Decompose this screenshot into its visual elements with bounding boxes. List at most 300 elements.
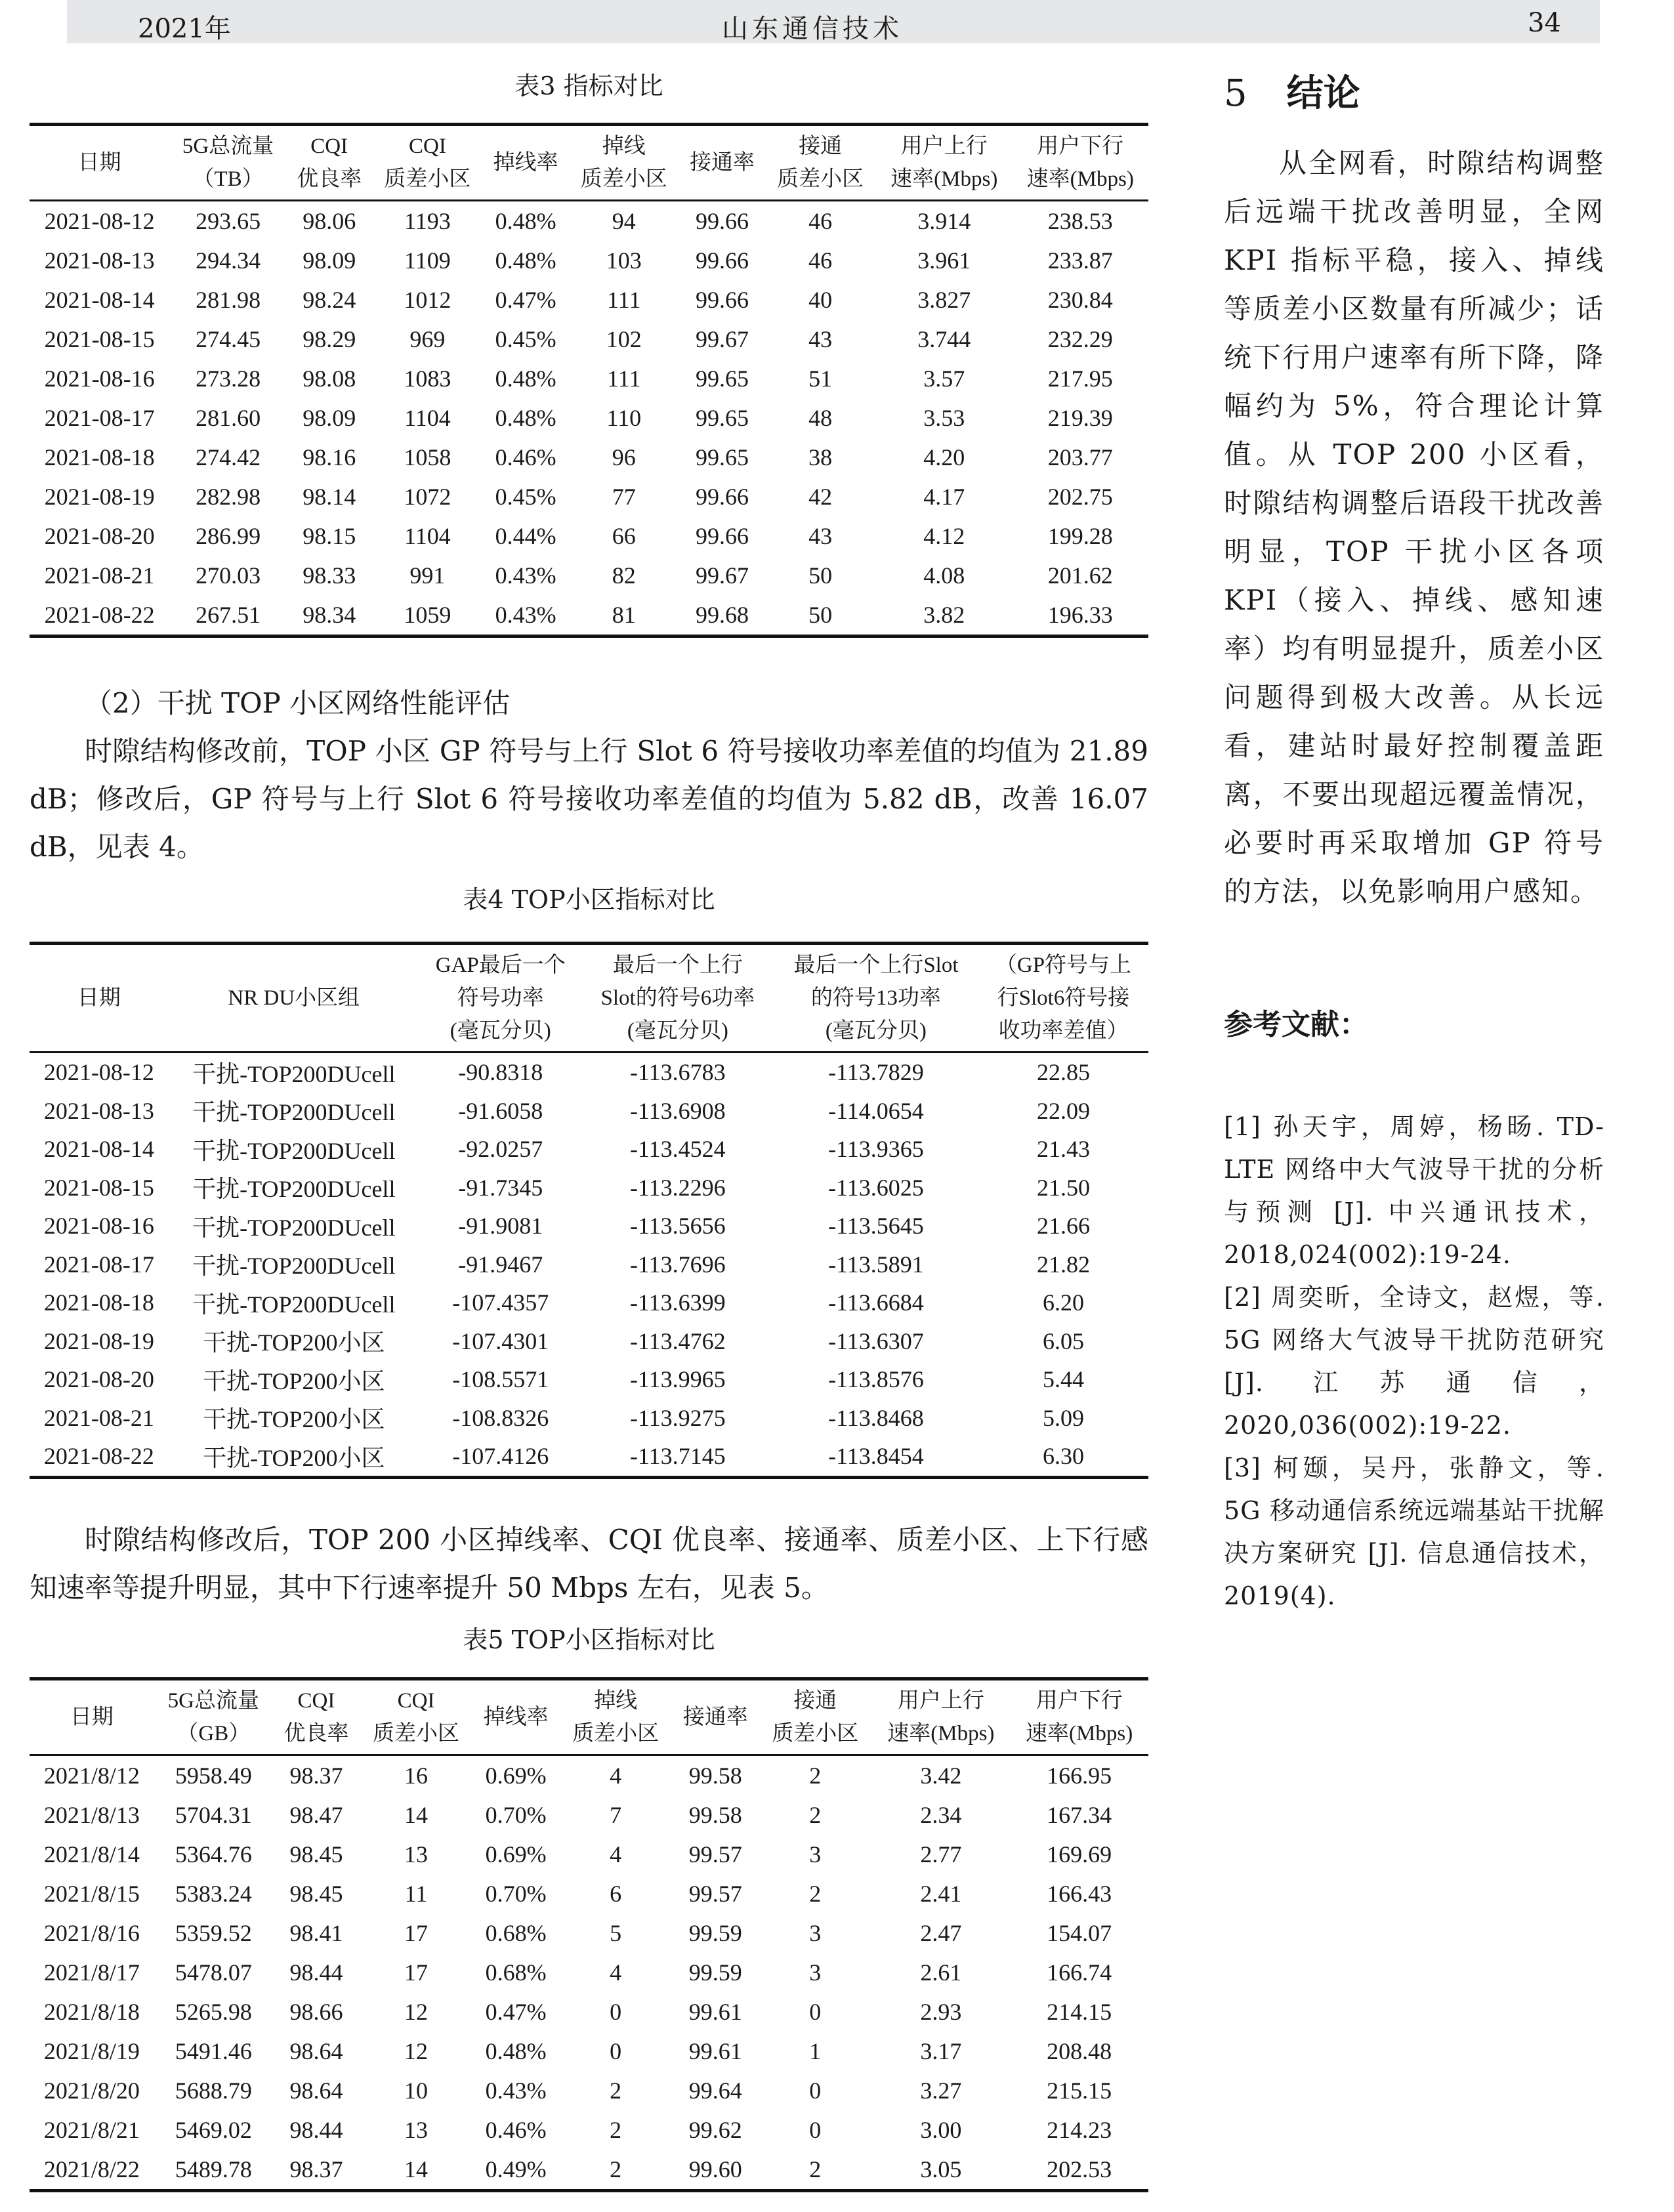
table-cell: -113.2296	[630, 1174, 726, 1201]
table-cell: 2021-08-22	[44, 602, 155, 628]
table-cell: 2.34	[920, 1802, 962, 1828]
table-row	[30, 1835, 1148, 1874]
table-cell: 0.49%	[485, 2156, 547, 2182]
table-cell: 99.61	[688, 2038, 742, 2064]
table-row	[30, 280, 1148, 320]
table-cell: 3.42	[920, 1763, 962, 1789]
table-cell: 43	[808, 326, 833, 352]
table-cell: 98.34	[303, 602, 356, 628]
table-cell: 0.48%	[495, 405, 556, 431]
table-cell: 42	[808, 484, 833, 510]
references-title: 参考文献：	[1224, 1008, 1368, 1041]
column-header: 接通率	[689, 151, 755, 175]
table-cell: 50	[808, 562, 833, 589]
table-cell: 969	[409, 326, 446, 352]
table-cell: 17	[404, 1920, 428, 1946]
table-cell: 2021-08-14	[43, 1136, 154, 1163]
references-list	[1224, 1106, 1604, 1617]
table-cell: 0.48%	[495, 247, 556, 274]
table-row	[30, 320, 1148, 359]
table-cell: 5489.78	[175, 2156, 252, 2182]
table-cell: 282.98	[196, 484, 261, 510]
table-cell: 干扰-TOP200DUcell	[192, 1253, 396, 1280]
table-cell: 2021/8/13	[43, 1802, 140, 1828]
column-header: 接通 质差小区	[772, 1689, 859, 1745]
table-cell: 51	[808, 365, 833, 392]
table-cell: 5	[610, 1920, 622, 1946]
table-cell: 5383.24	[175, 1881, 252, 1907]
table-cell: -113.6307	[828, 1327, 924, 1354]
table-cell: 5359.52	[175, 1920, 252, 1946]
table4-header-row	[30, 944, 1148, 1053]
table-cell: -113.9365	[828, 1136, 924, 1163]
table-cell: 0.43%	[495, 602, 556, 628]
table-cell: -113.7145	[630, 1443, 726, 1470]
table-cell: 154.07	[1047, 1920, 1112, 1946]
table-cell: 0.46%	[495, 444, 556, 470]
column-header: 掉线率	[483, 1705, 549, 1729]
table-cell: 166.74	[1047, 1959, 1112, 1986]
column-header: 5G总流量 （TB）	[182, 135, 274, 191]
table-cell: 2021/8/20	[43, 2077, 140, 2104]
table-cell: 0.69%	[485, 1763, 547, 1789]
table-cell: 99.59	[688, 1920, 742, 1946]
table-cell: 2.61	[920, 1959, 962, 1986]
table-cell: 1	[809, 2038, 822, 2064]
table-row	[30, 1437, 1148, 1477]
table3-caption: 表3 指标对比	[514, 72, 663, 100]
table-cell: 1083	[404, 365, 451, 392]
table-cell: 6.20	[1042, 1289, 1084, 1316]
table-cell: 14	[404, 1802, 428, 1828]
table-cell: 2021-08-18	[44, 444, 155, 470]
table-row	[30, 201, 1148, 241]
column-header: 掉线 质差小区	[580, 135, 667, 191]
table-cell: -113.6684	[828, 1289, 924, 1316]
table-cell: 21.43	[1036, 1136, 1090, 1163]
table-cell: -108.5571	[452, 1366, 549, 1393]
table-cell: 16	[404, 1763, 428, 1789]
table-cell: 2021-08-20	[43, 1366, 154, 1393]
table-cell: -113.6783	[630, 1059, 726, 1086]
table-cell: 2021-08-21	[44, 562, 155, 589]
table-cell: 0.48%	[495, 365, 556, 392]
table-cell: 98.41	[289, 1920, 343, 1946]
table-cell: 0.44%	[495, 523, 556, 549]
table-row	[30, 1992, 1148, 2032]
table-cell: 11	[404, 1881, 428, 1907]
table-cell: 219.39	[1047, 405, 1113, 431]
table-cell: 3.57	[923, 365, 965, 392]
table-row	[30, 2110, 1148, 2150]
table-cell: 99.57	[688, 1841, 742, 1868]
table-cell: 2021-08-17	[43, 1251, 154, 1278]
table-cell: 2021-08-13	[43, 1097, 154, 1124]
table-cell: 12	[404, 2038, 428, 2064]
table-cell: 0.48%	[495, 208, 556, 234]
table-cell: 干扰-TOP200DUcell	[192, 1214, 396, 1241]
table-cell: 98.44	[289, 1959, 343, 1986]
table-cell: 2021-08-13	[44, 247, 155, 274]
table-cell: 3.05	[920, 2156, 962, 2182]
table-cell: 0	[610, 1999, 622, 2025]
table-cell: 0.70%	[485, 1802, 547, 1828]
table-cell: 2021-08-21	[43, 1404, 154, 1431]
table-cell: 98.09	[303, 405, 356, 431]
table-cell: -113.5891	[828, 1251, 924, 1278]
table-cell: 3	[809, 1841, 822, 1868]
table-cell: 0.69%	[485, 1841, 547, 1868]
table-cell: 3.00	[920, 2117, 962, 2143]
table-cell: 99.58	[688, 1802, 742, 1828]
table-cell: -113.9965	[630, 1366, 726, 1393]
table-row	[30, 556, 1148, 595]
conclusion-number: 5	[1224, 72, 1247, 115]
table-cell: 199.28	[1047, 523, 1113, 549]
table-cell: 98.45	[289, 1841, 343, 1868]
table-cell: -91.6058	[458, 1097, 543, 1124]
table-cell: 270.03	[196, 562, 261, 589]
table-cell: 99.67	[695, 562, 749, 589]
column-header: CQI 优良率	[283, 1689, 349, 1745]
table-cell: 81	[612, 602, 636, 628]
column-header: 日期	[77, 151, 121, 175]
table-row	[30, 1795, 1148, 1835]
reference-item: [3] 柯颋，吴丹，张静文，等. 5G 移动通信系统远端基站干扰解决方案研究 [J]. 信息通信技术，2019(4).	[1224, 1453, 1604, 1610]
table-cell: 98.37	[289, 2156, 343, 2182]
table-cell: 99.64	[688, 2077, 742, 2104]
table-cell: -113.5645	[828, 1213, 924, 1240]
table-cell: 98.14	[303, 484, 356, 510]
table-cell: 5491.46	[175, 2038, 252, 2064]
table-cell: 1104	[404, 523, 451, 549]
table-cell: -108.8326	[452, 1404, 549, 1431]
column-header: 用户下行 速率(Mbps)	[1026, 1689, 1133, 1745]
table-cell: 294.34	[196, 247, 261, 274]
table-cell: 干扰-TOP200DUcell	[192, 1176, 396, 1203]
table-cell: 98.45	[289, 1881, 343, 1907]
table-cell: 1193	[404, 208, 451, 234]
column-header: 用户上行 速率(Mbps)	[890, 135, 998, 191]
table-row	[30, 2071, 1148, 2110]
table-cell: 2021-08-15	[44, 326, 155, 352]
table-cell: 2021-08-12	[43, 1059, 154, 1086]
table-cell: 2021/8/12	[43, 1763, 140, 1789]
table-cell: 5.44	[1042, 1366, 1084, 1393]
table-cell: 1109	[404, 247, 451, 274]
column-header: 掉线 质差小区	[572, 1689, 659, 1745]
table-cell: 4	[610, 1841, 622, 1868]
header-page-number: 34	[1528, 8, 1561, 38]
column-header: 接通率	[682, 1705, 748, 1729]
table-cell: 233.87	[1047, 247, 1113, 274]
table-cell: 82	[612, 562, 636, 589]
table-cell: 991	[409, 562, 446, 589]
table-cell: 99.68	[695, 602, 749, 628]
table-cell: 2	[809, 2156, 822, 2182]
table-cell: -114.0654	[828, 1097, 924, 1124]
table-cell: 201.62	[1047, 562, 1113, 589]
table-cell: 2	[610, 2077, 622, 2104]
table-cell: -90.8318	[458, 1059, 543, 1086]
table-cell: 4.20	[923, 444, 965, 470]
table-cell: 273.28	[196, 365, 261, 392]
table-cell: 干扰-TOP200DUcell	[192, 1137, 396, 1164]
table-cell: 干扰-TOP200DUcell	[192, 1060, 396, 1087]
table-cell: 167.34	[1047, 1802, 1112, 1828]
table-cell: 214.23	[1047, 2117, 1112, 2143]
table-row	[30, 1399, 1148, 1438]
table-row	[30, 1953, 1148, 1992]
table-cell: 66	[612, 523, 636, 549]
table-cell: 3.827	[917, 287, 971, 313]
table-cell: 5704.31	[175, 1802, 252, 1828]
table-cell: -113.6025	[828, 1174, 924, 1201]
table4-caption: 表4 TOP小区指标对比	[463, 885, 715, 914]
table-cell: 1104	[404, 405, 451, 431]
column-header: 日期	[70, 1705, 114, 1729]
table-cell: 99.62	[688, 2117, 742, 2143]
table-cell: 281.60	[196, 405, 261, 431]
column-header: GAP最后一个 符号功率 (毫瓦分贝)	[435, 953, 566, 1043]
table-cell: 2021-08-16	[44, 365, 155, 392]
table-cell: 干扰-TOP200小区	[203, 1444, 385, 1471]
table-cell: 99.59	[688, 1959, 742, 1986]
table-cell: -113.7696	[630, 1251, 726, 1278]
table-cell: 3	[809, 1920, 822, 1946]
table-cell: 46	[808, 208, 833, 234]
table-row	[30, 1360, 1148, 1399]
table-cell: 4	[610, 1959, 622, 1986]
table-row	[30, 1283, 1148, 1322]
table-cell: 286.99	[196, 523, 261, 549]
table-cell: 99.65	[695, 365, 749, 392]
table-cell: 14	[404, 2156, 428, 2182]
table-cell: 99.66	[695, 287, 749, 313]
table-cell: 98.66	[289, 1999, 343, 2025]
table-cell: 干扰-TOP200小区	[203, 1367, 385, 1394]
table-cell: 99.67	[695, 326, 749, 352]
table-row	[30, 595, 1148, 636]
table-cell: 1012	[404, 287, 451, 313]
table-cell: 2	[809, 1802, 822, 1828]
table-cell: 5688.79	[175, 2077, 252, 2104]
table-cell: 13	[404, 1841, 428, 1868]
table5	[30, 1677, 1148, 2192]
header-year: 2021年	[138, 14, 231, 44]
table-cell: 2	[809, 1763, 822, 1789]
reference-item: [2] 周奕昕，全诗文，赵煜，等. 5G 网络大气波导干扰防范研究 [J]. 江苏通信，2020,036(002):19-22.	[1224, 1283, 1604, 1440]
table-cell: 5.09	[1042, 1404, 1084, 1431]
table-cell: 21.82	[1036, 1251, 1090, 1278]
column-header: CQI 质差小区	[373, 1689, 459, 1745]
table-cell: 22.85	[1036, 1059, 1090, 1086]
table-cell: 230.84	[1047, 287, 1113, 313]
table-cell: 2	[610, 2117, 622, 2143]
table-cell: 0.47%	[485, 1999, 547, 2025]
table-cell: -113.6399	[630, 1289, 726, 1316]
table-cell: 281.98	[196, 287, 261, 313]
table-cell: 5364.76	[175, 1841, 252, 1868]
column-header: 5G总流量 （GB）	[167, 1689, 260, 1745]
table-cell: 202.53	[1047, 2156, 1112, 2182]
conclusion-title: 结论	[1286, 72, 1360, 115]
table-cell: 46	[808, 247, 833, 274]
table-cell: 3.961	[917, 247, 971, 274]
table-cell: 5958.49	[175, 1763, 252, 1789]
table-cell: -113.4762	[630, 1327, 726, 1354]
table-cell: 4.17	[923, 484, 965, 510]
conclusion-heading	[1224, 64, 1360, 117]
table-cell: 0.43%	[485, 2077, 547, 2104]
table-cell: 5478.07	[175, 1959, 252, 1986]
table-cell: 干扰-TOP200DUcell	[192, 1099, 396, 1126]
table-cell: 98.64	[289, 2077, 343, 2104]
column-header: 最后一个上行 Slot的符号6功率 (毫瓦分贝)	[600, 953, 755, 1043]
table-row	[30, 438, 1148, 477]
table-cell: 203.77	[1047, 444, 1113, 470]
table-cell: 2021-08-15	[43, 1174, 154, 1201]
table-cell: 5265.98	[175, 1999, 252, 2025]
table-cell: -92.0257	[458, 1136, 543, 1163]
table-cell: 169.69	[1047, 1841, 1112, 1868]
table-cell: 99.57	[688, 1881, 742, 1907]
table-cell: -91.9467	[458, 1251, 543, 1278]
table-cell: 4	[610, 1763, 622, 1789]
table-cell: 99.66	[695, 484, 749, 510]
table-cell: 2021/8/19	[43, 2038, 140, 2064]
table-cell: 102	[606, 326, 642, 352]
table-cell: 98.15	[303, 523, 356, 549]
table-cell: 2021-08-17	[44, 405, 155, 431]
table-cell: 0.43%	[495, 562, 556, 589]
table-cell: 2021-08-22	[43, 1443, 154, 1470]
table-cell: 208.48	[1047, 2038, 1112, 2064]
table-cell: 2.93	[920, 1999, 962, 2025]
table-cell: -91.7345	[458, 1174, 543, 1201]
table-cell: 217.95	[1047, 365, 1113, 392]
table-row	[30, 1322, 1148, 1361]
table-cell: 0	[610, 2038, 622, 2064]
section2-heading: （2）干扰 TOP 小区网络性能评估	[85, 687, 511, 719]
table-cell: 4.12	[923, 523, 965, 549]
section2-paragraph: 时隙结构修改前，TOP 小区 GP 符号与上行 Slot 6 符号接收功率差值的均值为 21.89 dB；修改后，GP 符号与上行 Slot 6 符号接收功率差值的均值为 5.82 dB，改善 16.07 dB，见表 4。	[30, 735, 1148, 863]
table-cell: 17	[404, 1959, 428, 1986]
table-cell: 103	[606, 247, 642, 274]
table-cell: 2	[809, 1881, 822, 1907]
table-cell: 0.68%	[485, 1959, 547, 1986]
table-row	[30, 2032, 1148, 2071]
table5-body	[30, 1755, 1148, 2191]
table-cell: -113.6908	[630, 1097, 726, 1124]
conclusion-text: 从全网看，时隙结构调整后远端干扰改善明显，全网 KPI 指标平稳，接入、掉线等质差小区数量有所减少；话统下行用户速率有所下降，降幅约为 5%，符合理论计算值。从 TOP 200 小区看，时隙结构调整后语段干扰改善明显，TOP 干扰小区各项 KPI（接入、掉线、感知速率）均有明显提升，质差小区问题得到极大改善。从长远看，建站时最好控制覆盖距离，不要出现超远覆盖情况，必要时再采取增加 GP 符号的方法，以免影响用户感知。	[1224, 147, 1604, 908]
table3-body	[30, 201, 1148, 636]
table-cell: 干扰-TOP200小区	[203, 1329, 385, 1356]
table-cell: -113.7829	[828, 1059, 924, 1086]
table-cell: 12	[404, 1999, 428, 2025]
table-cell: 0.46%	[485, 2117, 547, 2143]
table-row	[30, 516, 1148, 556]
table-cell: 111	[607, 287, 641, 313]
table3	[30, 123, 1148, 638]
table-cell: 6.30	[1042, 1443, 1084, 1470]
table-cell: 267.51	[196, 602, 261, 628]
table-cell: 50	[808, 602, 833, 628]
reference-item: [1] 孙天宇，周婷，杨旸. TD-LTE 网络中大气波导干扰的分析与预测 [J]. 中兴通讯技术，2018,024(002):19-24.	[1224, 1112, 1604, 1269]
table-cell: 干扰-TOP200小区	[203, 1406, 385, 1433]
table-cell: -91.9081	[458, 1213, 543, 1240]
table-cell: 干扰-TOP200DUcell	[192, 1291, 396, 1318]
table-cell: 99.61	[688, 1999, 742, 2025]
table-cell: 99.66	[695, 208, 749, 234]
table-cell: 99.65	[695, 444, 749, 470]
table-cell: 99.66	[695, 523, 749, 549]
table-cell: 98.06	[303, 208, 356, 234]
table-row	[30, 1092, 1148, 1131]
column-header: 最后一个上行Slot 的符号13功率 (毫瓦分贝)	[793, 953, 959, 1043]
table-cell: 43	[808, 523, 833, 549]
table-row	[30, 359, 1148, 398]
table-row	[30, 1913, 1148, 1953]
table-cell: 22.09	[1036, 1097, 1090, 1124]
table-cell: 0.68%	[485, 1920, 547, 1946]
table-cell: 2021/8/18	[43, 1999, 140, 2025]
table-cell: -113.8454	[828, 1443, 924, 1470]
table-cell: 3.53	[923, 405, 965, 431]
table-cell: 166.95	[1047, 1763, 1112, 1789]
table3-header-row	[30, 125, 1148, 201]
table-cell: 2.47	[920, 1920, 962, 1946]
table-cell: 0	[809, 1999, 822, 2025]
table-cell: 1059	[404, 602, 451, 628]
table4	[30, 942, 1148, 1479]
table-cell: 2021-08-16	[43, 1213, 154, 1240]
table-cell: 232.29	[1047, 326, 1113, 352]
table-cell: -107.4301	[452, 1327, 549, 1354]
table-cell: 2021/8/17	[43, 1959, 140, 1986]
table-cell: 3.27	[920, 2077, 962, 2104]
column-header: NR DU小区组	[228, 986, 360, 1010]
table-cell: 77	[612, 484, 636, 510]
table-row	[30, 1053, 1148, 1092]
table-cell: 2021/8/22	[43, 2156, 140, 2182]
table-cell: 110	[606, 405, 642, 431]
table-cell: 38	[808, 444, 833, 470]
table5-caption: 表5 TOP小区指标对比	[463, 1625, 715, 1654]
table-cell: 10	[404, 2077, 428, 2104]
table-cell: 98.16	[303, 444, 356, 470]
table-cell: 98.37	[289, 1763, 343, 1789]
table-cell: 98.44	[289, 2117, 343, 2143]
table-cell: 0.45%	[495, 326, 556, 352]
table-row	[30, 1755, 1148, 1796]
table-cell: 2021/8/21	[43, 2117, 140, 2143]
table-cell: 4.08	[923, 562, 965, 589]
table-cell: 3.82	[923, 602, 965, 628]
table-cell: 98.24	[303, 287, 356, 313]
table-cell: -113.5656	[630, 1213, 726, 1240]
table-cell: 13	[404, 2117, 428, 2143]
table-cell: 238.53	[1047, 208, 1113, 234]
table-cell: 1072	[404, 484, 451, 510]
table-row	[30, 477, 1148, 516]
table-cell: 0.45%	[495, 484, 556, 510]
column-header: （GP符号与上 行Slot6符号接 收功率差值）	[995, 953, 1132, 1043]
table-cell: 6	[610, 1881, 622, 1907]
table-cell: -113.8576	[828, 1366, 924, 1393]
table-cell: 98.08	[303, 365, 356, 392]
column-header: 日期	[77, 986, 121, 1010]
